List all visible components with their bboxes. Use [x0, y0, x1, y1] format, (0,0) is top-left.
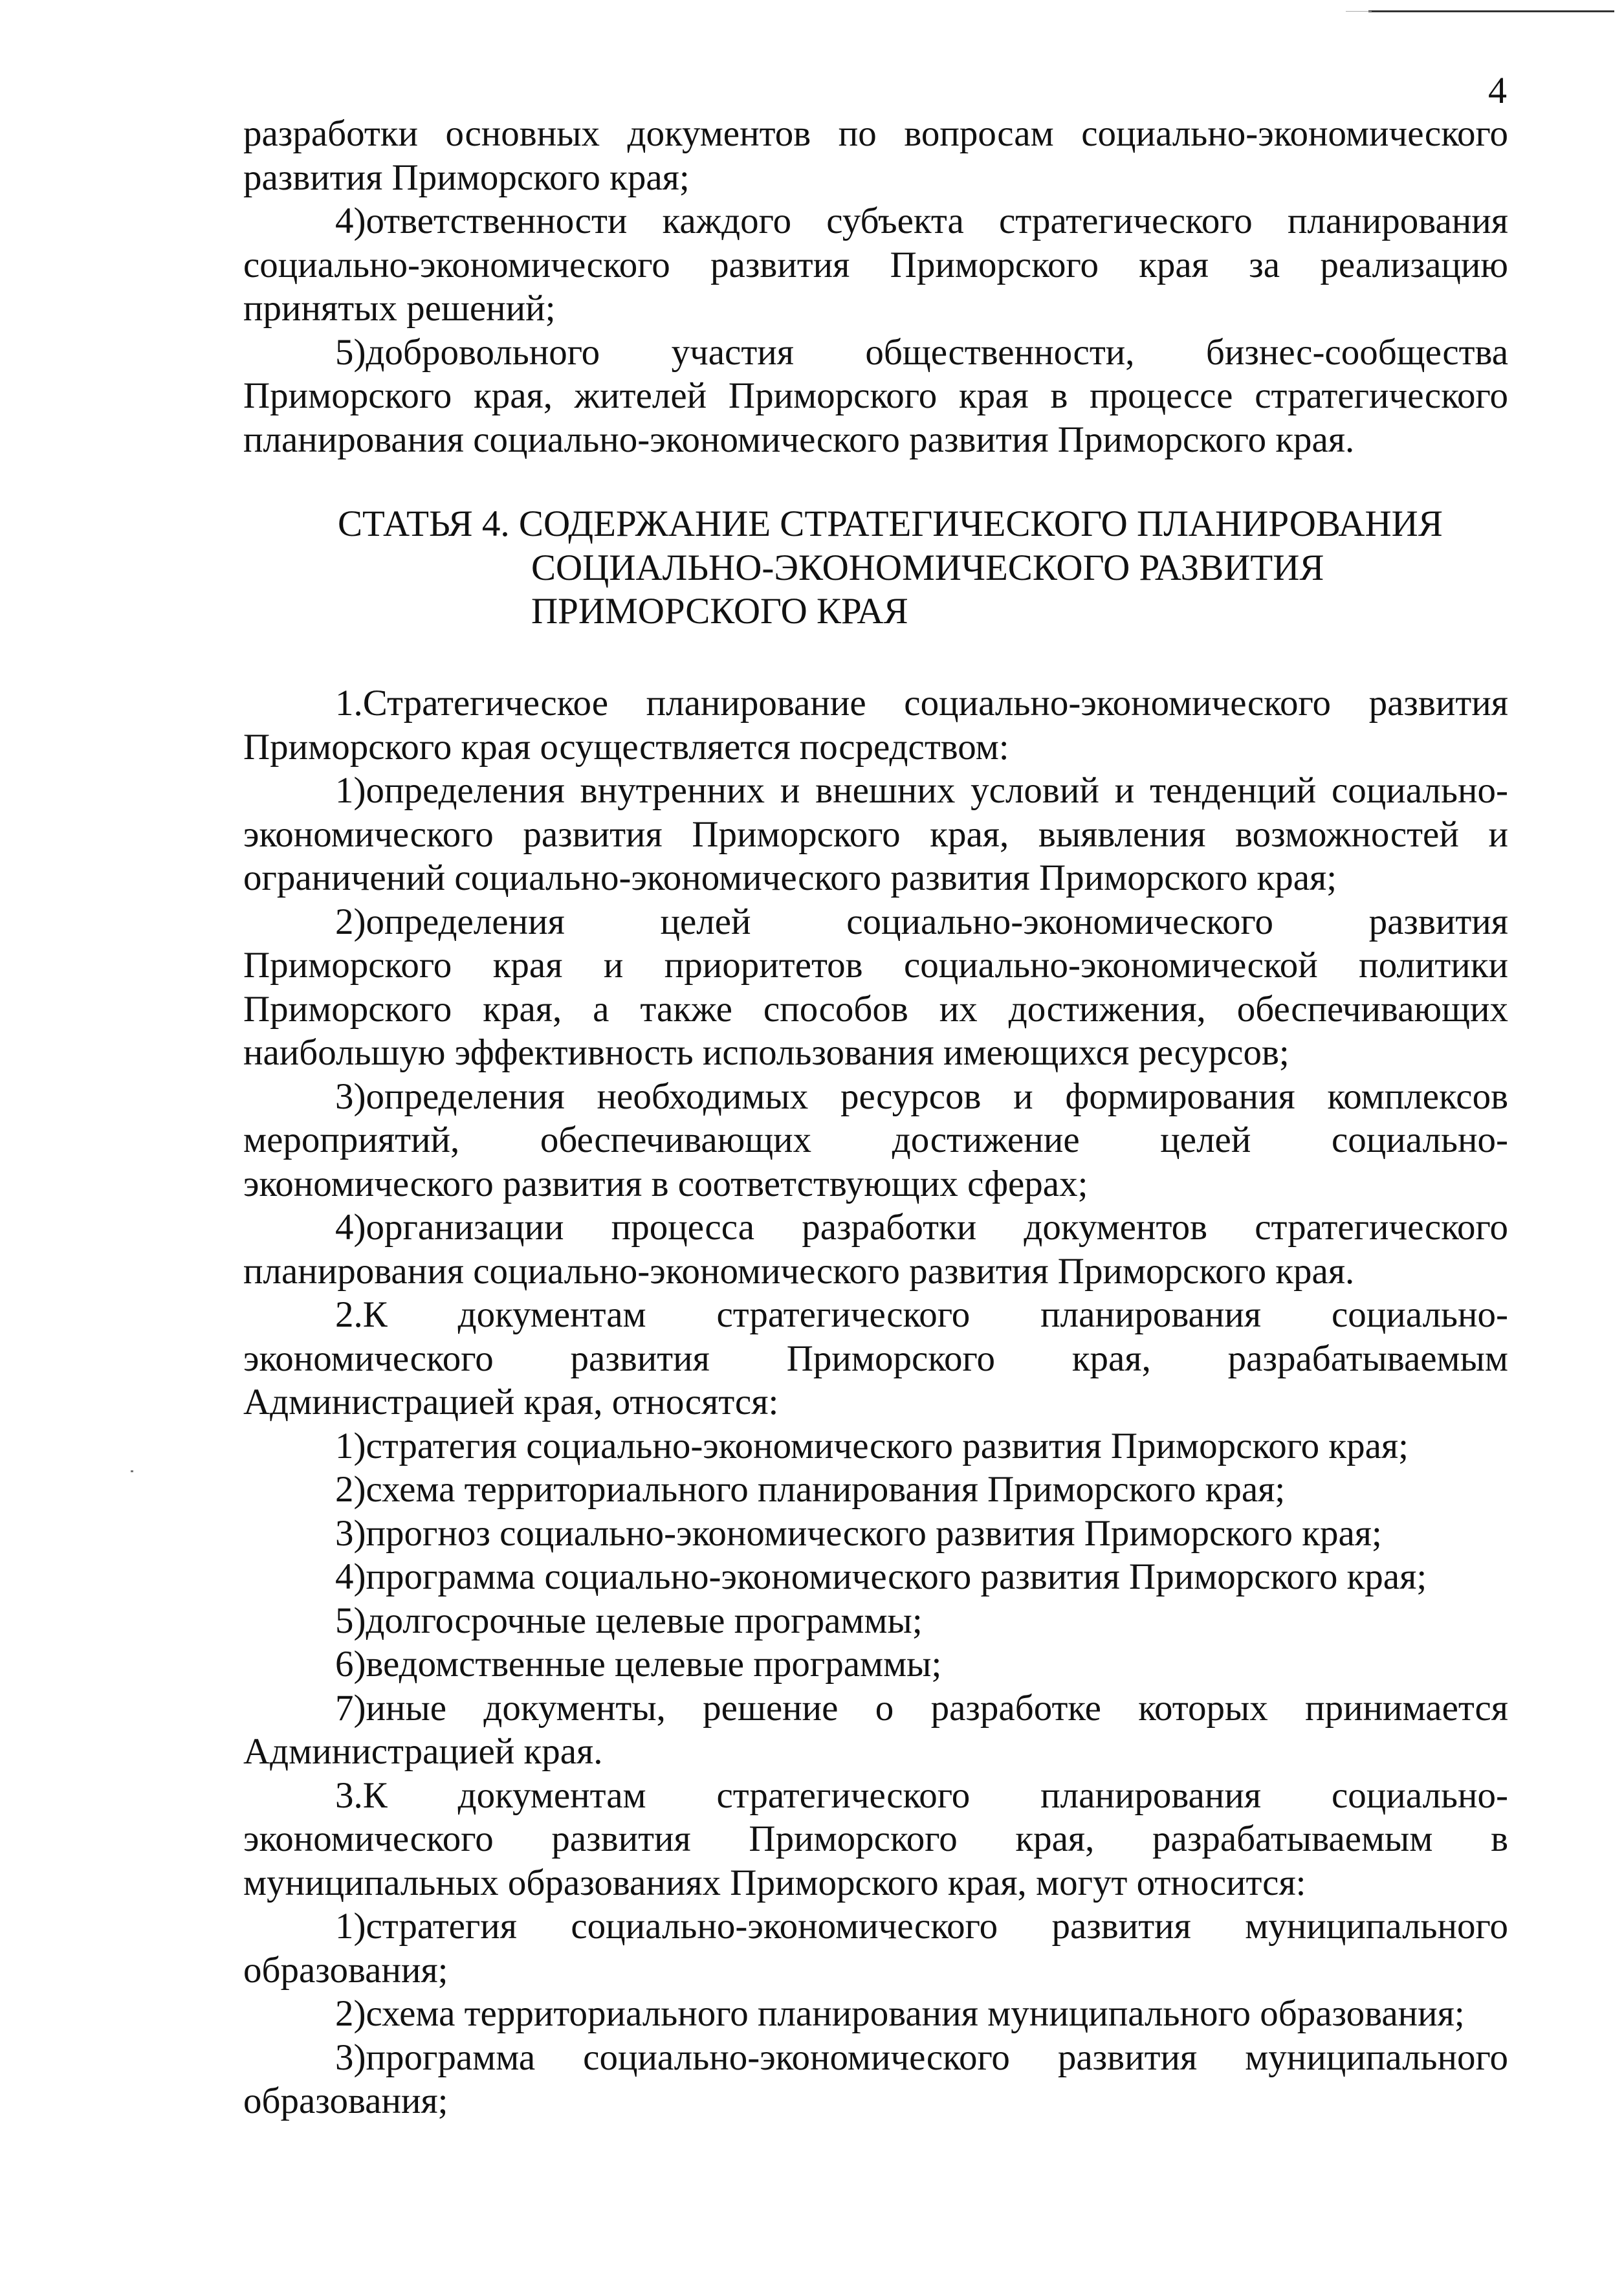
paragraph [243, 1512, 1508, 1556]
text-line: 2)схема территориального планирования Приморского края; [335, 1469, 1286, 1510]
text-line: 4)программа социально-экономического развития Приморского края; [335, 1556, 1427, 1597]
text-line: образования; [243, 1949, 448, 1991]
text-line: образования; [243, 2081, 448, 2121]
article-body [243, 681, 1508, 2123]
text-line: 1)стратегия социально-экономического развития Приморского края; [335, 1425, 1409, 1466]
paragraph [243, 1599, 1508, 1643]
text-line: экономического развития Приморского края, разрабатываемым в [243, 1818, 1508, 1859]
paragraph [243, 681, 1508, 769]
text-line: принятых решений; [243, 288, 556, 329]
text-line: 3)прогноз социально-экономического развития Приморского края; [335, 1512, 1382, 1554]
text-line: 1)определения внутренних и внешних условий и тенденций социально- [335, 770, 1508, 811]
paragraph [243, 1468, 1508, 1512]
heading-line: СТАТЬЯ 4. СОДЕРЖАНИЕ СТРАТЕГИЧЕСКОГО ПЛАНИРОВАНИЯ [338, 503, 1443, 544]
text-line: планирования социально-экономического развития Приморского края. [243, 1250, 1355, 1292]
scan-speck [131, 1470, 133, 1472]
paragraph [243, 1905, 1508, 1992]
text-line: экономического развития в соответствующих сферах; [243, 1163, 1088, 1204]
text-line: Приморского края, а также способов их достижения, обеспечивающих [243, 988, 1508, 1030]
text-line: планирования социально-экономического развития Приморского края. [243, 419, 1355, 460]
text-line: мероприятий, обеспечивающих достижение целей социально- [243, 1120, 1508, 1160]
paragraph [243, 1206, 1508, 1293]
text-line: 4)ответственности каждого субъекта стратегического планирования [335, 201, 1508, 241]
text-line: Приморского края и приоритетов социально-экономической политики [243, 945, 1508, 986]
text-line: развития Приморского края; [243, 157, 690, 198]
text-line: 1.Стратегическое планирование социально-экономического развития [335, 683, 1508, 724]
paragraph [243, 199, 1508, 331]
text-line: Приморского края, жителей Приморского края в процессе стратегического [243, 375, 1508, 416]
paragraph [243, 1992, 1508, 2036]
text-line: 5)добровольного участия общественности, бизнес-сообщества [335, 331, 1508, 373]
text-line: 4)организации процесса разработки документов стратегического [335, 1207, 1508, 1248]
paragraph [243, 900, 1508, 1075]
text-line: наибольшую эффективность использования имеющихся ресурсов; [243, 1032, 1289, 1073]
intro-text [243, 112, 1508, 461]
heading-line: СОЦИАЛЬНО-ЭКОНОМИЧЕСКОГО РАЗВИТИЯ [531, 547, 1324, 588]
text-line: Администрацией края, относятся: [243, 1382, 779, 1422]
text-line: 7)иные документы, решение о разработке которых принимается [335, 1687, 1508, 1729]
heading-line: ПРИМОРСКОГО КРАЯ [531, 591, 908, 632]
text-line: 3)определения необходимых ресурсов и формирования комплексов [335, 1076, 1508, 1117]
text-line: 3)программа социально-экономического развития муниципального [335, 2037, 1508, 2078]
text-line: социально-экономического развития Приморского края за реализацию [243, 244, 1508, 285]
text-line: 6)ведомственные целевые программы; [335, 1644, 942, 1685]
paragraph [243, 1686, 1508, 1774]
text-line: Приморского края осуществляется посредством: [243, 726, 1009, 768]
scan-artifact-line [1346, 11, 1372, 12]
paragraph [243, 1774, 1508, 1905]
text-line: 2)определения целей социально-экономического развития [335, 901, 1508, 942]
paragraph [243, 2036, 1508, 2123]
paragraph [243, 769, 1508, 900]
text-line: 2.К документам стратегического планирования социально- [335, 1294, 1508, 1335]
paragraph [243, 1293, 1508, 1424]
paragraph [243, 1555, 1508, 1599]
text-line: Администрацией края. [243, 1731, 603, 1772]
paragraph [243, 112, 1508, 199]
text-line: 1)стратегия социально-экономического развития муниципального [335, 1906, 1508, 1947]
scan-artifact-line [1368, 10, 1614, 12]
paragraph [243, 1424, 1508, 1468]
text-line: 3.К документам стратегического планирования социально- [335, 1774, 1508, 1816]
text-line: экономического развития Приморского края, разрабатываемым [243, 1338, 1508, 1379]
text-line: экономического развития Приморского края, выявления возможностей и [243, 813, 1508, 855]
text-line: ограничений социально-экономического развития Приморского края; [243, 857, 1337, 898]
paragraph [243, 1075, 1508, 1206]
page-number: 4 [1488, 69, 1507, 111]
text-line: разработки основных документов по вопросам социально-экономического [243, 113, 1508, 154]
paragraph [243, 1642, 1508, 1686]
text-line: муниципальных образованиях Приморского края, могут относится: [243, 1862, 1306, 1903]
article-heading [338, 502, 1443, 634]
text-line: 2)схема территориального планирования муниципального образования; [335, 1993, 1465, 2034]
text-line: 5)долгосрочные целевые программы; [335, 1600, 923, 1641]
paragraph [243, 331, 1508, 462]
